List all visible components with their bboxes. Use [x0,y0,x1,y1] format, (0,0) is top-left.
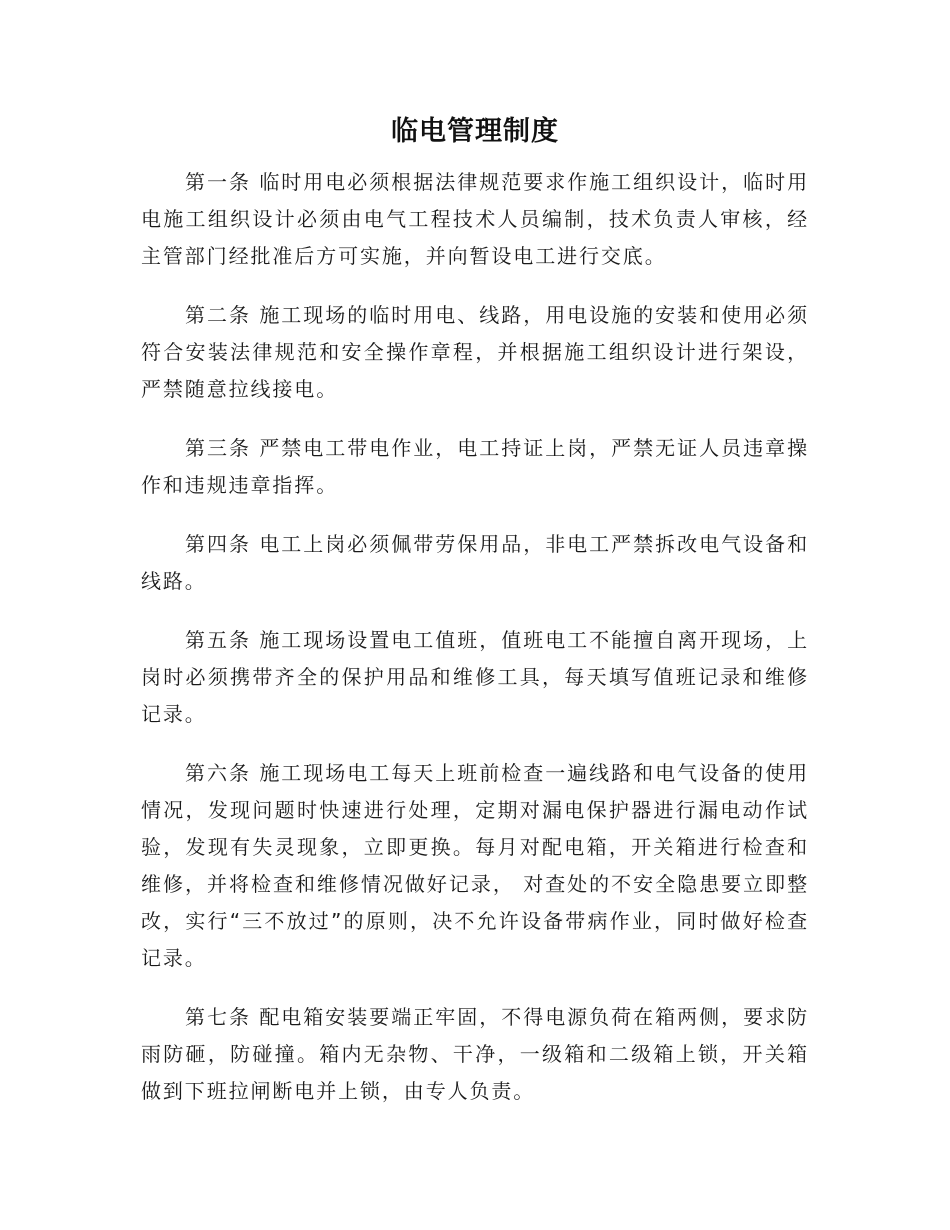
article-2-paragraph: 第二条 施工现场的临时用电、线路，用电设施的安装和使用必须符合安装法律规范和安全操作章程，并根据施工组织设计进行架设，严禁随意拉线接电。 [141,303,809,401]
article-3-paragraph: 第三条 严禁电工带电作业，电工持证上岗，严禁无证人员违章操作和违规违章指挥。 [141,436,809,497]
document-title: 临电管理制度 [391,116,559,147]
article-5-paragraph: 第五条 施工现场设置电工值班，值班电工不能擅自离开现场，上岗时必须携带齐全的保护用品和维修工具，每天填写值班记录和维修记录。 [141,628,809,726]
article-4-paragraph: 第四条 电工上岗必须佩带劳保用品，非电工严禁拆改电气设备和线路。 [141,532,809,593]
article-7-paragraph: 第七条 配电箱安装要端正牢固，不得电源负荷在箱两侧，要求防雨防砸，防碰撞。箱内无杂物、干净，一级箱和二级箱上锁，开关箱做到下班拉闸断电并上锁，由专人负责。 [141,1005,809,1103]
article-1-paragraph: 第一条 临时用电必须根据法律规范要求作施工组织设计，临时用电施工组织设计必须由电气工程技术人员编制，技术负责人审核，经主管部门经批准后方可实施，并向暂设电工进行交底。 [141,170,809,268]
document-body [141,164,809,1132]
article-6-paragraph: 第六条 施工现场电工每天上班前检查一遍线路和电气设备的使用情况，发现问题时快速进行处理，定期对漏电保护器进行漏电动作试验，发现有失灵现象，立即更换。每月对配电箱，开关箱进行检查和维修，并将检查和维修情况做好记录， 对查处的不安全隐患要立即整改，实行“三不放过”的原则，决不允许设备带病作业，同时做好检查记录。 [141,761,809,970]
